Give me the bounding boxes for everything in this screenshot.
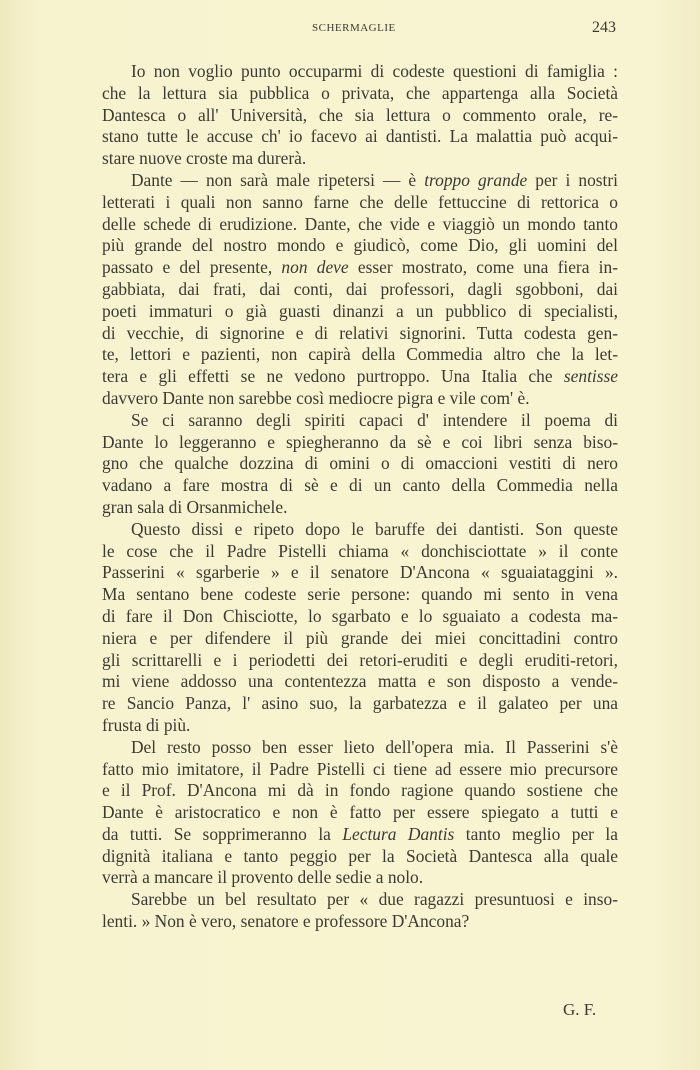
- text-segment: stano tutte le accuse ch' io facevo ai dantisti. La malattia può acqui-: [102, 126, 618, 147]
- text-segment: più grande del nostro mondo e giudicò, come Dio, gli uomini del: [102, 235, 618, 256]
- text-segment: tera e gli effetti se ne vedono purtroppo. Una Italia che: [102, 366, 564, 387]
- text-segment: frusta di più.: [102, 714, 191, 735]
- text-segment: passato e del presente,: [102, 257, 282, 278]
- signature: G. F.: [563, 1000, 597, 1019]
- text-line: [102, 693, 618, 715]
- text-segment: vadano a fare mostra di sè e di un canto della Commedia nella: [102, 475, 618, 496]
- text-segment: le cose che il Padre Pistelli chiama « donchisciottate » il conte: [102, 540, 618, 561]
- text-line: [102, 388, 618, 410]
- italic-text: non deve: [281, 257, 349, 278]
- paragraph: [102, 410, 618, 519]
- text-line: [102, 867, 618, 889]
- page-number: 243: [592, 19, 616, 36]
- text-segment: Sarebbe un bel resultato per « due ragazzi presuntuosi e inso-: [131, 889, 618, 910]
- text-line: [102, 192, 618, 214]
- text-line: [102, 170, 618, 192]
- text-segment: Dante è aristocratico e non è fatto per essere spiegato a tutti e: [102, 802, 618, 823]
- text-line: [102, 475, 618, 497]
- text-segment: poeti immaturi o già guasti dinanzi a un pubblico di specialisti,: [102, 300, 618, 321]
- paragraph: [102, 170, 618, 410]
- italic-text: Lectura Dantis: [342, 823, 455, 844]
- text-line: [102, 802, 618, 824]
- text-segment: Ma sentano bene codeste serie persone: quando mi sento in vena: [102, 584, 618, 605]
- text-segment: Io non voglio punto occuparmi di codeste questioni di famiglia :: [131, 61, 618, 81]
- text-line: [102, 650, 618, 672]
- paragraph: [102, 61, 618, 170]
- text-segment: gno che qualche dozzina di omini o di omaccioni vestiti di nero: [102, 453, 618, 474]
- text-line: [102, 780, 618, 802]
- text-segment: Del resto posso ben esser lieto dell'opera mia. Il Passerini s'è: [131, 736, 618, 757]
- text-segment: fatto mio imitatore, il Padre Pistelli ci tiene ad essere mio precursore: [102, 758, 618, 779]
- body-text: [102, 61, 618, 933]
- text-segment: di vecchie, di signorine e di relativi signorini. Tutta codesta gen-: [102, 322, 618, 343]
- text-segment: per i nostri: [527, 169, 618, 190]
- text-line: [102, 432, 618, 454]
- italic-text: troppo grande: [424, 169, 528, 190]
- text-line: [102, 453, 618, 475]
- text-segment: Passerini « sgarberie » e il senatore D'Ancona « sguaiataggini ».: [102, 562, 618, 583]
- text-line: [102, 257, 618, 279]
- text-segment: e il Prof. D'Ancona mi dà in fondo ragione quando sostiene che: [102, 780, 618, 801]
- text-line: [102, 410, 618, 432]
- text-segment: lenti. » Non è vero, senatore e professore D'Ancona?: [102, 911, 470, 932]
- text-segment: tanto meglio per la: [454, 823, 618, 844]
- text-line: [102, 737, 618, 759]
- text-line: [102, 824, 618, 846]
- paragraph: [102, 737, 618, 890]
- paragraph: [102, 519, 618, 737]
- text-segment: da tutti. Se sopprimeranno la: [102, 823, 343, 844]
- text-line: [102, 148, 618, 170]
- text-line: [102, 846, 618, 868]
- text-line: [102, 366, 618, 388]
- text-line: [102, 279, 618, 301]
- text-segment: davvero Dante non sarebbe così mediocre pigra e vile com' è.: [102, 387, 530, 408]
- text-segment: Questo dissi e ripeto dopo le baruffe dei dantisti. Son queste: [131, 518, 618, 539]
- text-line: [102, 83, 618, 105]
- text-segment: Se ci saranno degli spiriti capaci d' intendere il poema di: [131, 409, 618, 430]
- text-segment: che la lettura sia pubblica o privata, che appartenga alla Società: [102, 82, 618, 103]
- paragraph: [102, 889, 618, 933]
- text-line: [102, 105, 618, 127]
- text-segment: dignità italiana e tanto peggio per la Società Dantesca alla quale: [102, 845, 618, 866]
- text-line: [102, 628, 618, 650]
- text-segment: mi viene addosso una contentezza matta e son disposto a vende-: [102, 671, 618, 692]
- text-segment: Dante lo leggeranno e spiegheranno da sè e coi libri senza biso-: [102, 431, 618, 452]
- text-segment: re Sancio Panza, l' asino suo, la garbatezza e il galateo per una: [102, 693, 618, 714]
- text-segment: gli scrittarelli e i periodetti dei retori-eruditi e degli eruditi-retori,: [102, 649, 618, 670]
- text-line: [102, 235, 618, 257]
- text-segment: esser mostrato, come una fiera in-: [348, 257, 618, 278]
- text-line: [102, 911, 618, 933]
- text-line: [102, 519, 618, 541]
- text-segment: gran sala di Orsanmichele.: [102, 496, 288, 517]
- text-line: [102, 759, 618, 781]
- text-line: [102, 344, 618, 366]
- text-line: [102, 562, 618, 584]
- italic-text: sentisse: [563, 366, 618, 387]
- text-segment: verrà a mancare il provento delle sedie a nolo.: [102, 867, 424, 888]
- text-line: [102, 301, 618, 323]
- text-line: [102, 541, 618, 563]
- text-line: [102, 497, 618, 519]
- text-segment: Dantesca o all' Università, che sia lettura o commento orale, re-: [102, 104, 618, 125]
- text-segment: te, lettori e pazienti, non capirà della Commedia altro che la let-: [102, 344, 618, 365]
- text-line: [102, 126, 618, 148]
- text-segment: di fare il Don Chisciotte, lo sgarbato e lo sguaiato a codesta ma-: [102, 605, 618, 626]
- text-segment: delle schede di erudizione. Dante, che vide e viaggiò un mondo tanto: [102, 213, 618, 234]
- text-line: [102, 214, 618, 236]
- text-segment: stare nuove croste ma durerà.: [102, 148, 307, 169]
- text-segment: gabbiata, dai frati, dai conti, dai professori, dagli sgobboni, dai: [102, 278, 618, 299]
- text-segment: niera e per difendere il più grande dei miei concittadini contro: [102, 627, 618, 648]
- text-line: [102, 889, 618, 911]
- text-line: [102, 61, 618, 83]
- text-line: [102, 715, 618, 737]
- text-line: [102, 323, 618, 345]
- text-segment: Dante — non sarà male ripetersi — è: [131, 169, 425, 190]
- text-line: [102, 584, 618, 606]
- text-segment: letterati i quali non sanno farne che delle fettuccine di rettorica o: [102, 191, 618, 212]
- text-line: [102, 606, 618, 628]
- text-line: [102, 671, 618, 693]
- running-title: SCHERMAGLIE: [312, 22, 396, 34]
